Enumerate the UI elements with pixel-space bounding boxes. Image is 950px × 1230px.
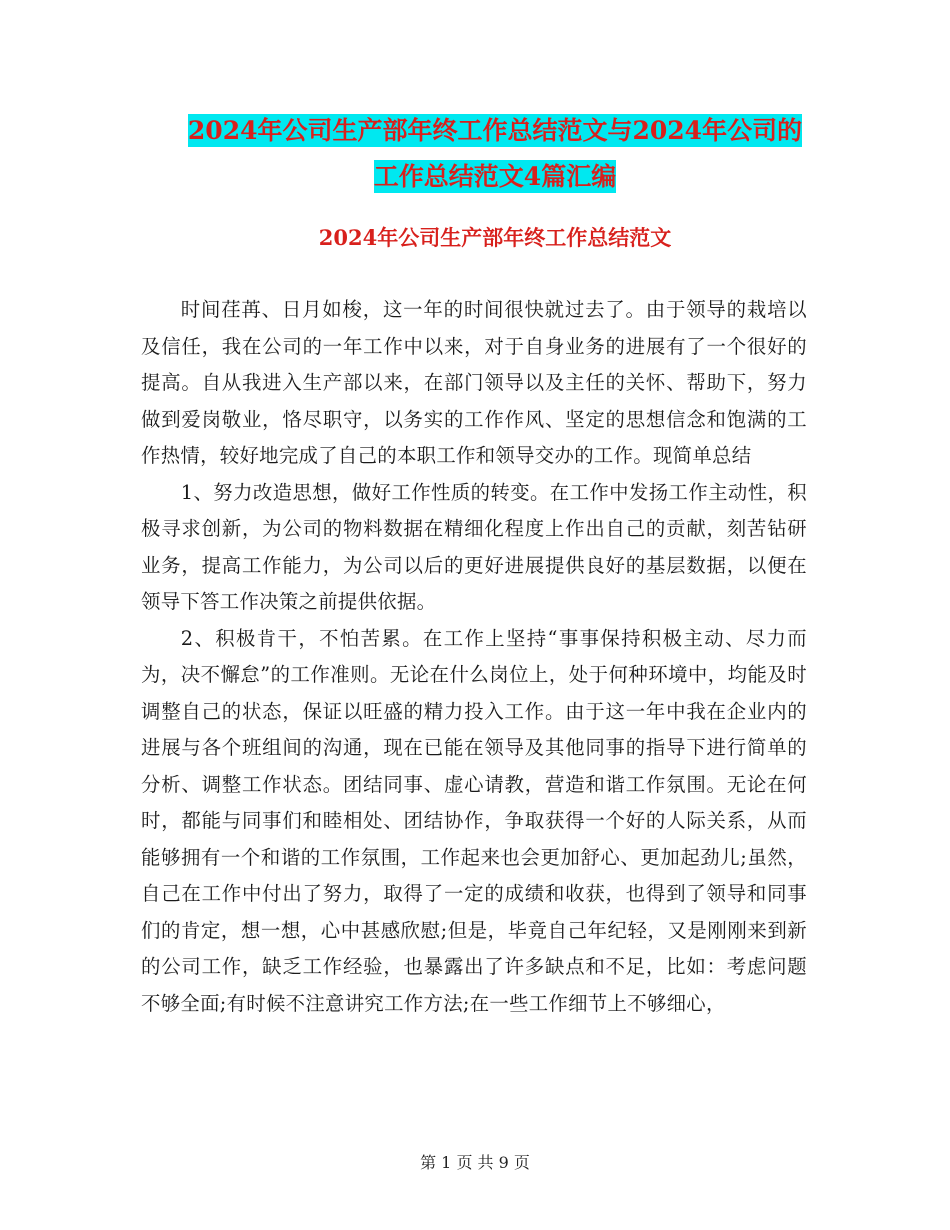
paragraph-2: 1、努力改造思想，做好工作性质的转变。在工作中发扬工作主动性，积极寻求创新，为公司的物料数据在精细化程度上作出自己的贡献，刻苦钻研业务，提高工作能力，为公司以后的更好进展提供良好的基层数据，以便在领导下答工作决策之前提供依据。: [141, 480, 807, 613]
document-title-line-1: 2024年公司生产部年终工作总结范文与2024年公司的: [187, 116, 803, 145]
document-body: [141, 292, 807, 1022]
paragraph-1: 时间荏苒、日月如梭，这一年的时间很快就过去了。由于领导的栽培以及信任，我在公司的一年工作中以来，对于自身业务的进展有了一个很好的提高。自从我进入生产部以来，在部门领导以及主任的关怀、帮助下，努力做到爱岗敬业，恪尽职守，以务实的工作作风、坚定的思想信念和饱满的工作热情，较好地完成了自己的本职工作和领导交办的工作。现简单总结: [141, 298, 807, 467]
paragraph-3: 2、积极肯干，不怕苦累。在工作上坚持“事事保持积极主动、尽力而为，决不懈怠”的工作准则。无论在什么岗位上，处于何种环境中，均能及时调整自己的状态，保证以旺盛的精力投入工作。由于这一年中我在企业内的进展与各个班组间的沟通，现在已能在领导及其他同事的指导下进行简单的分析、调整工作状态。团结同事、虚心请教，营造和谐工作氛围。无论在何时，都能与同事们和睦相处、团结协作，争取获得一个好的人际关系，从而能够拥有一个和谐的工作氛围，工作起来也会更加舒心、更加起劲儿;虽然，自己在工作中付出了努力，取得了一定的成绩和收获，也得到了领导和同事们的肯定，想一想，心中甚感欣慰;但是，毕竟自己年纪轻，又是刚刚来到新的公司工作，缺乏工作经验，也暴露出了许多缺点和不足，比如：考虑问题不够全面;有时候不注意讲究工作方法;在一些工作细节上不够细心，: [141, 626, 807, 1015]
section-title: 2024年公司生产部年终工作总结范文: [318, 225, 672, 250]
document-title: [140, 108, 850, 200]
page-footer: 第 1 页 共 9 页: [420, 1153, 530, 1172]
document-title-line-2: 工作总结范文4篇汇编: [373, 162, 617, 191]
